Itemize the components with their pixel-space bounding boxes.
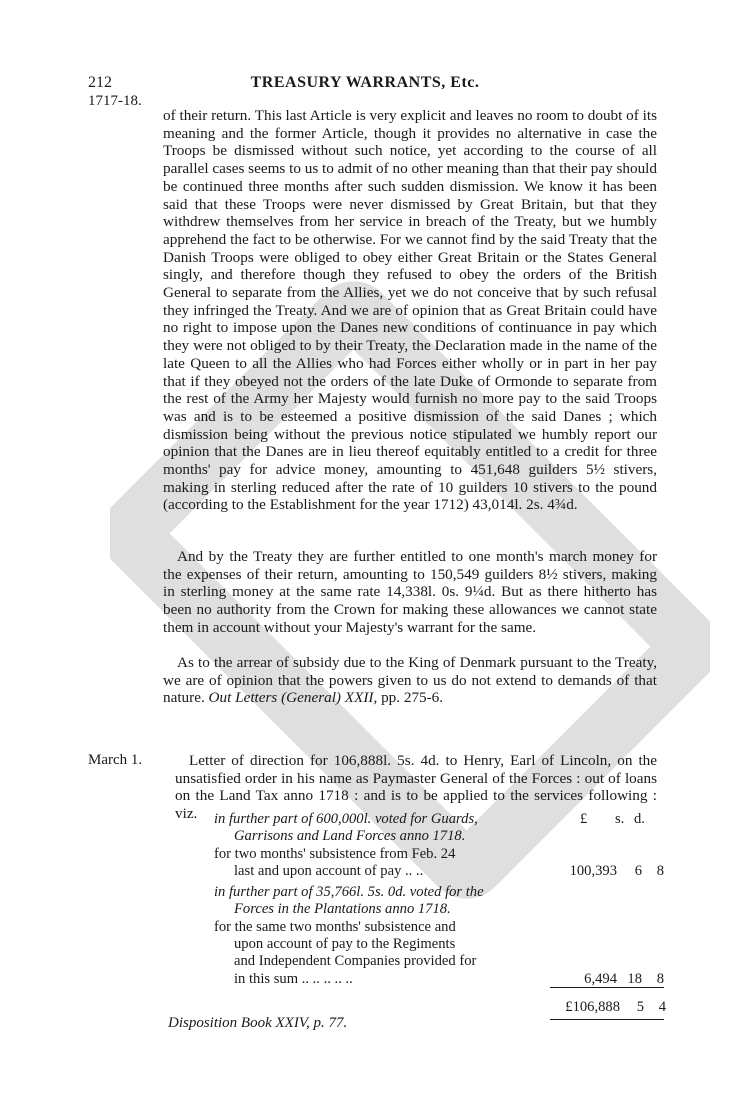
amount — [546, 863, 664, 880]
amount-shillings: 18 — [627, 970, 642, 987]
pounds-header: £ — [580, 811, 588, 827]
ledger-heading: Forces in the Plantations anno 1718. — [234, 901, 451, 918]
subsidy-text: As to the arrear of subsidy due to the King of Denmark pursuant to the Treaty, we are of opinion that the powers given to us do not extend to demands of that nature. — [163, 654, 657, 707]
paragraph-letter-of-direction: Letter of direction for 106,888l. 5s. 4d. to Henry, Earl of Lincoln, on the unsatisfied order in his name as Paymaster General of the Forces : out of loans on the Land Tax anno 1718 : and is to be applied to the services following : viz. — [175, 752, 657, 823]
ledger-heading: in further part of 600,000l. voted for Guards, — [214, 811, 478, 827]
amount-pounds: 6,494 — [584, 970, 617, 987]
ledger-line: and Independent Companies provided for — [234, 953, 477, 970]
paragraph-march-money: And by the Treaty they are further entitled to one month's march money for the expenses of their return, amounting to 150,549 guilders 8½ stivers, making in sterling money at the same rate 14,338l. 0s. 9¼d. But as there hitherto has been no authority from the Crown for making these allowances we cannot state them in account without your Majesty's warrant for the same. — [163, 548, 657, 636]
ledger-heading: in further part of 35,766l. 5s. 0d. voted for the — [214, 884, 484, 901]
marginal-date: March 1. — [88, 752, 143, 768]
total-rule-top — [550, 987, 664, 988]
amount — [546, 971, 664, 988]
ledger-text: in this sum .. .. .. .. .. — [234, 970, 353, 987]
page-number: 212 — [88, 74, 112, 91]
total-rule-bottom — [550, 1019, 664, 1020]
ledger-line — [214, 863, 664, 880]
total-amount — [548, 999, 666, 1016]
ledger-line: for two months' subsistence from Feb. 24 — [214, 845, 456, 862]
ledger-entries — [214, 811, 664, 988]
source-pages: pp. 275-6. — [377, 689, 444, 707]
pence-header: d. — [633, 811, 645, 827]
ledger-line: for the same two months' subsistence and — [214, 918, 456, 935]
amount-shillings: 6 — [634, 862, 642, 879]
shillings-header: s. — [614, 811, 625, 827]
amount-pence: 8 — [656, 862, 664, 879]
ledger-heading: Garrisons and Land Forces anno 1718. — [234, 828, 466, 845]
ledger-text: last and upon account of pay .. .. — [234, 862, 424, 879]
total-pounds: £106,888 — [565, 999, 620, 1015]
amount-pence: 8 — [656, 970, 664, 987]
running-title: TREASURY WARRANTS, Etc. — [250, 74, 480, 91]
ledger-line: upon account of pay to the Regiments — [234, 936, 456, 953]
ledger-line — [214, 971, 664, 988]
amount-pounds: 100,393 — [569, 862, 617, 879]
disposition-reference: Disposition Book XXIV, p. 77. — [168, 1015, 348, 1031]
source-reference: Out Letters (General) XXII, — [208, 689, 378, 707]
paragraph-report: of their return. This last Article is very explicit and leaves no room to doubt of its meaning and the former Article, though it provides no alternative in case the Troops be dismissed without such notice, yet according to the course of all parallel cases seems to us to admit of no other meaning than that their pay should be continued three months after such sudden dismission. We know it has been said that these Troops were never dismissed by Great Britain, but that they withdrew themselves from her service in breach of the Treaty, but we humbly apprehend the fact to be otherwise. For we cannot find by the said Treaty that the Danish Troops were obliged to obey either Great Britain or the States General singly, and therefore though they refused to obey the orders of the British General to separate from the Allies, yet we do not conceive that by such refusal they infringed the Treaty. And we are of opinion that as Great Britain could have no right to impose upon the Danes new conditions of continuance in pay which they were not obliged to by their Treaty, the Declaration made in the name of the late Queen to all the Allies who had Forces either wholly or in part in her pay that if they obeyed not the orders of the late Duke of Ormonde to separate from the rest of the Army her Majesty would furnish no more pay to the said Troops was and is to be esteemed a positive dismission of the said Danes ; which dismission being without the previous notice stipulated we humbly report our opinion that the Danes are in lieu thereof equitably entitled to a credit for three months' pay for advice money, amounting to 451,648 guilders 5½ stivers, making in sterling reduced after the rate of 10 guilders 10 stivers to the pound (according to the Establishment for the year 1712) 43,014l. 2s. 4¾d. — [163, 107, 657, 514]
marginal-year: 1717-18. — [88, 93, 142, 109]
paragraph-subsidy — [163, 654, 657, 707]
total-pence: 4 — [658, 999, 666, 1015]
total-shillings: 5 — [636, 999, 644, 1015]
